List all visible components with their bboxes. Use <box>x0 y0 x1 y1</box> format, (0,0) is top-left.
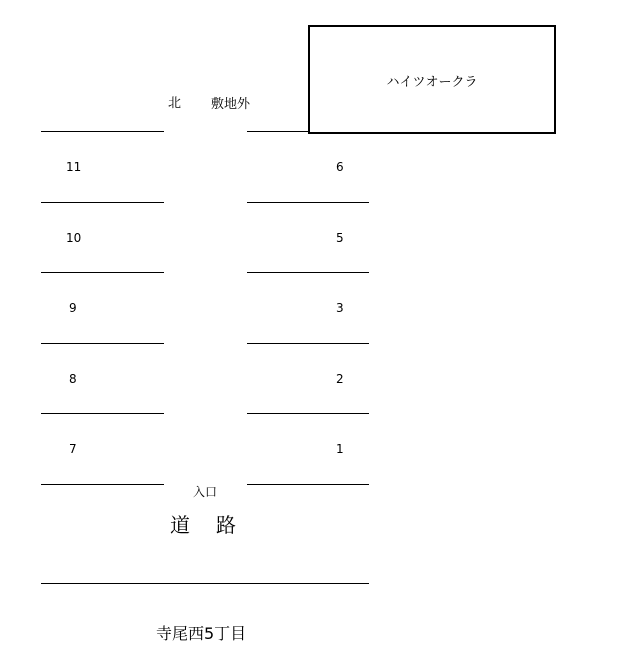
left-divider-top <box>41 131 164 132</box>
parking-slot-9: 9 <box>69 301 77 315</box>
right-divider-bottom <box>247 484 369 485</box>
left-divider <box>41 343 164 344</box>
right-divider <box>247 343 369 344</box>
entrance-label: 入口 <box>193 485 218 499</box>
left-divider-bottom <box>41 484 164 485</box>
parking-slot-6: 6 <box>336 160 344 174</box>
left-divider <box>41 272 164 273</box>
right-divider <box>247 413 369 414</box>
building-box <box>308 25 556 134</box>
parking-slot-7: 7 <box>69 442 77 456</box>
road-edge-line <box>41 583 369 584</box>
building-name: ハイツオークラ <box>386 75 478 90</box>
north-label: 北 <box>168 96 182 111</box>
parking-slot-3: 3 <box>336 301 344 315</box>
parking-slot-8: 8 <box>69 372 77 386</box>
parking-slot-1: 1 <box>336 442 344 456</box>
parking-slot-5: 5 <box>336 231 344 245</box>
offsite-label: 敷地外 <box>211 97 251 112</box>
road-label: 道路 <box>170 513 262 537</box>
address-label: 寺尾西5丁目 <box>156 624 247 643</box>
parking-slot-11: 11 <box>66 160 82 174</box>
right-divider-top <box>247 131 309 132</box>
right-divider <box>247 202 369 203</box>
parking-slot-10: 10 <box>66 231 82 245</box>
left-divider <box>41 202 164 203</box>
parking-slot-2: 2 <box>336 372 344 386</box>
right-divider <box>247 272 369 273</box>
left-divider <box>41 413 164 414</box>
